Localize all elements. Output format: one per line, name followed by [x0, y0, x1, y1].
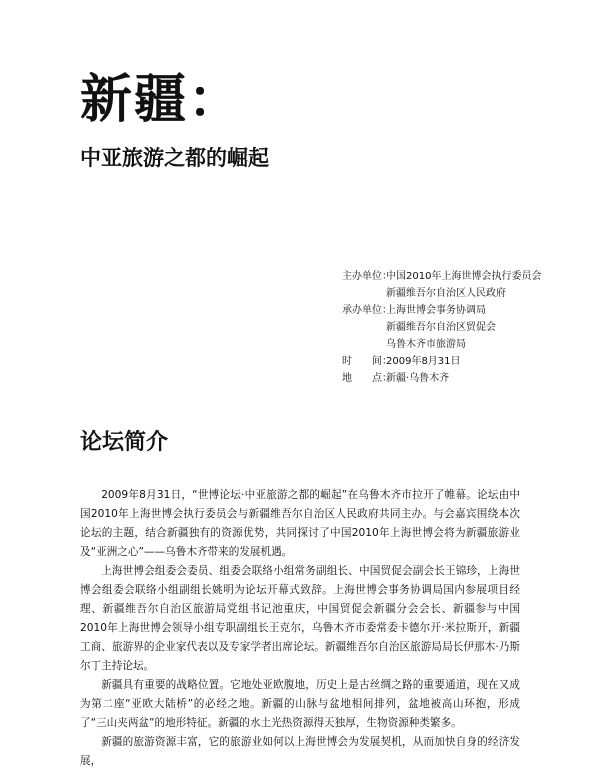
- info-time: [342, 353, 541, 370]
- info-host-label: 主办单位：: [342, 271, 392, 282]
- info-time-value: 2009年8月31日: [386, 356, 461, 367]
- paragraph: 新疆的旅游资源丰富，它的旅游业如何以上海世博会为发展契机，从而加快自身的经济发展，: [80, 736, 520, 767]
- paragraph: 2009年8月31日，“世博论坛·中亚旅游之都的崛起”在乌鲁木齐市拉开了帷幕。论坛由中国2010年上海世博会执行委员会与新疆维吾尔自治区人民政府共同主办。与会嘉宾围绕本次论坛的主题，结合新疆独有的资源优势，共同探讨了中国2010年上海世博会将为新疆旅游业及“亚洲之心”——乌鲁木齐带来的发展机遇。: [80, 489, 520, 558]
- info-organizer-value: 乌鲁木齐市旅游局: [386, 339, 466, 350]
- info-time-label: 时 间：: [342, 356, 392, 367]
- page-subtitle: 中亚旅游之都的崛起: [80, 146, 269, 170]
- info-organizer-value: 新疆维吾尔自治区贸促会: [386, 322, 496, 333]
- paragraph: 新疆具有重要的战略位置。它地处亚欧腹地，历史上是古丝绸之路的重要通道，现在又成为第二座“亚欧大陆桥”的必经之地。新疆的山脉与盆地相间排列，盆地被高山环抱，形成了“三山夹两盆”的地形特征。新疆的水土光热资源得天独厚，生物资源种类繁多。: [80, 679, 520, 729]
- body-text: [80, 486, 520, 769]
- page-title: 新疆：: [80, 70, 243, 130]
- info-place: [342, 370, 541, 387]
- info-host: [342, 268, 541, 302]
- paragraph: 上海世博会组委会委员、组委会联络小组常务副组长、中国贸促会副会长王锦珍，上海世博会组委会联络小组副组长姚明为论坛开幕式致辞。上海世博会事务协调局国内参展项目经理、新疆维吾尔自治区旅游局党组书记池重庆，中国贸促会新疆分会会长、新疆参与中国2010年上海世博会领导小组专职副组长王克尔，乌鲁木齐市委常委卡德尔开·米拉斯开，新疆工商、旅游界的企业家代表以及专家学者出席论坛。新疆维吾尔自治区旅游局局长伊那木·乃斯尔丁主持论坛。: [80, 565, 520, 672]
- section-title: 论坛简介: [80, 430, 169, 455]
- event-info: [342, 268, 541, 387]
- info-organizer-label: 承办单位：: [342, 305, 392, 316]
- info-organizer: [342, 302, 541, 353]
- info-place-label: 地 点：: [342, 373, 392, 384]
- info-organizer-value: 上海世博会事务协调局: [386, 305, 486, 316]
- info-host-value: 新疆维吾尔自治区人民政府: [386, 288, 506, 299]
- info-host-value: 中国2010年上海世博会执行委员会: [386, 271, 542, 282]
- info-place-value: 新疆·乌鲁木齐: [386, 373, 450, 384]
